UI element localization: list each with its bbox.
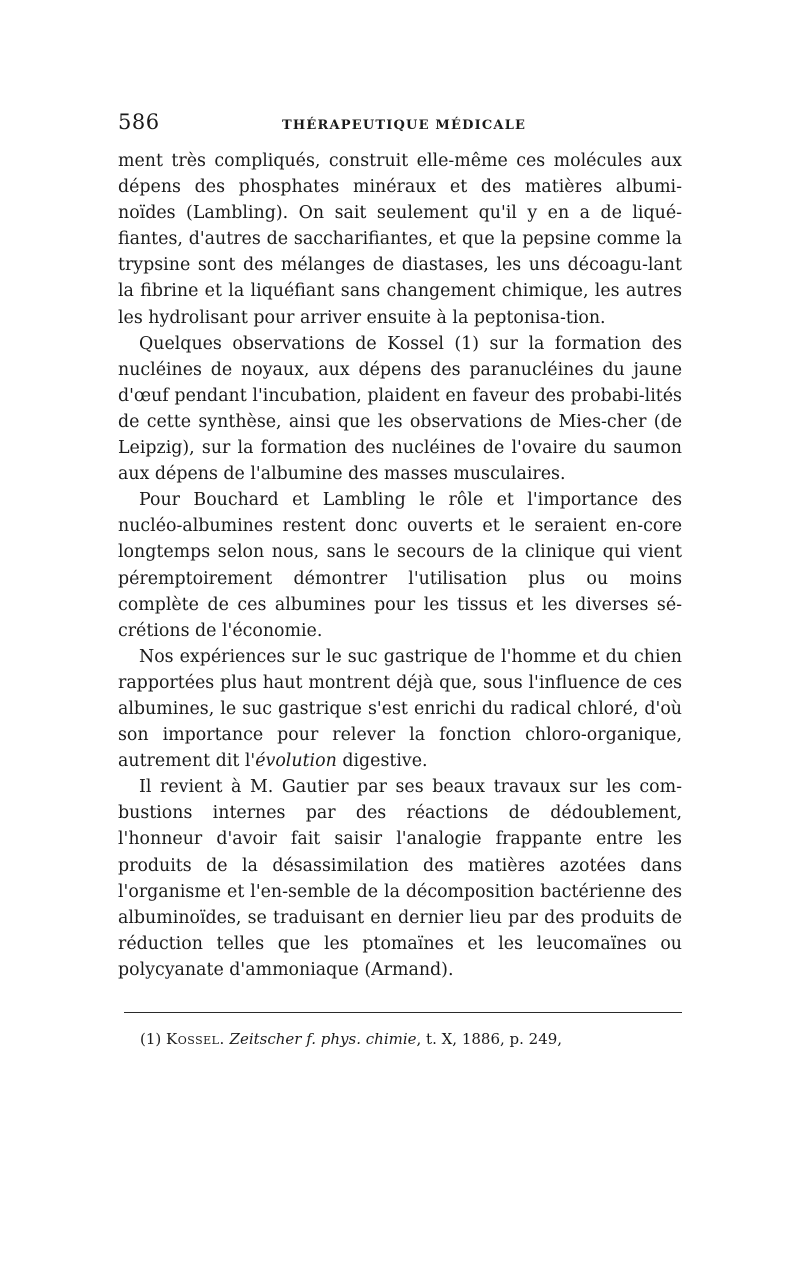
paragraph-1: ment très compliqués, construit elle-même ces molécules aux dépens des phosphates minéraux et des matières albumi-noïdes (Lambling). On sait seulement qu'il y en a de liqué-fiantes, d'autres de saccharifiantes, et que la pepsine comme la trypsine sont des mélanges de diastases, les uns décoagu-lant la fibrine et la liquéfiant sans changement chimique, les autres les hydrolisant pour arriver ensuite à la peptonisa-tion. (118, 151, 682, 328)
paragraph-4-text-end: digestive. (336, 751, 428, 772)
paragraph-5: Il revient à M. Gautier par ses beaux travaux sur les com-bustions internes par des réactions de dédoublement, l'honneur d'avoir fait saisir l'analogie frappante entre les produits de la désassimilation des matières azotées dans l'organisme et l'en-semble de la décomposition bactérienne des albuminoïdes, se traduisant en dernier lieu par des produits de réduction telles que les ptomaïnes et les leucomaïnes ou polycyanate d'ammoniaque (Armand). (118, 777, 682, 980)
running-head (118, 108, 682, 148)
footnote-marker: (1) (140, 1030, 162, 1048)
body-text (118, 148, 682, 983)
paragraph-4-italic-term: évolution (255, 751, 337, 772)
paragraph-3: Pour Bouchard et Lambling le rôle et l'importance des nucléo-albumines restent donc ouverts et le seraient en-core longtemps selon nous, sans le secours de la clinique qui vient péremptoirement démontrer l'utilisation plus ou moins complète de ces albumines pour les tissus et les diverses sé-crétions de l'économie. (118, 490, 682, 641)
running-title: THÉRAPEUTIQUE MÉDICALE (282, 118, 527, 133)
footnote-details: , t. X, 1886, p. 249, (416, 1030, 563, 1048)
footnote-separator (124, 1012, 682, 1013)
paragraph-4 (118, 644, 682, 774)
footnote-journal: Zeitscher f. phys. chimie (229, 1030, 417, 1048)
page-number: 586 (118, 110, 160, 134)
footnote (140, 1030, 562, 1048)
paragraph-4-text-start: Nos expériences sur le suc gastrique de l'homme et du chien rapportées plus haut montrent déjà que, sous l'influence de ces albumines, le suc gastrique s'est enrichi du radical chloré, d'où son importance pour relever la fonction chloro-organique, autrement dit l' (118, 646, 682, 772)
page (118, 108, 682, 1048)
paragraph-2: Quelques observations de Kossel (1) sur la formation des nucléines de noyaux, aux dépens des paranucléines du jaune d'œuf pendant l'incubation, plaident en faveur des probabi-lités de cette synthèse, ainsi que les observations de Mies-cher (de Leipzig), sur la formation des nucléines de l'ovaire du saumon aux dépens de l'albumine des masses musculaires. (118, 333, 682, 485)
footnote-author: Kossel. (166, 1030, 225, 1048)
